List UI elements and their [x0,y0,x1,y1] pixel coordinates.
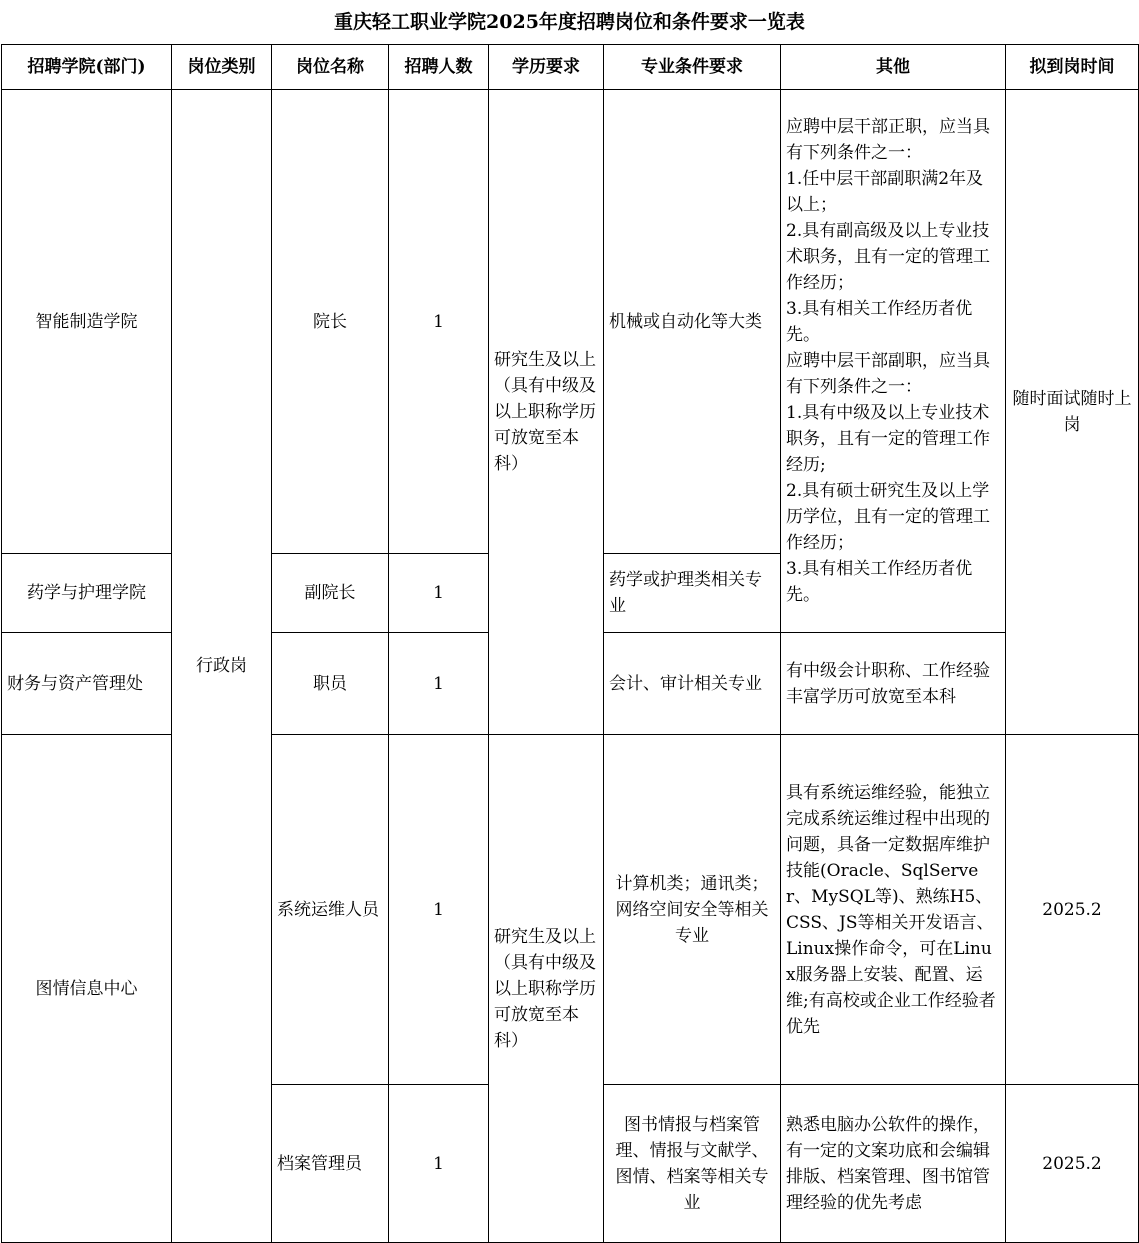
header-other: 其他 [781,45,1006,90]
position-cell: 院长 [272,90,389,554]
education-cell: 研究生及以上（具有中级及以上职称学历可放宽至本科） [489,735,604,1243]
header-count: 招聘人数 [389,45,489,90]
other-cell: 熟悉电脑办公软件的操作，有一定的文案功底和会编辑排版、档案管理、图书馆管理经验的优先考虑 [781,1085,1006,1243]
header-major: 专业条件要求 [604,45,781,90]
position-cell: 档案管理员 [272,1085,389,1243]
major-cell: 计算机类；通讯类；网络空间安全等相关专业 [604,735,781,1085]
cadre-line: 1.任中层干部副职满2年及以上； [786,169,984,215]
other-cell: 具有系统运维经验，能独立完成系统运维过程中出现的问题，具备一定数据库维护技能(Oracle、SqlServer、MySQL等)、熟练H5、CSS、JS等相关开发语言、Linux操作命令，可在Linux服务器上安装、配置、运维;有高校或企业工作经验者优先 [781,735,1006,1085]
cadre-line: 应聘中层干部正职，应当具有下列条件之一： [786,117,990,163]
position-cell: 职员 [272,633,389,735]
position-cell: 系统运维人员 [272,735,389,1085]
cadre-line: 2.具有副高级及以上专业技术职务，且有一定的管理工作经历； [786,221,990,293]
recruitment-table [1,44,1139,1243]
dept-cell: 财务与资产管理处 [2,633,172,735]
category-cell: 行政岗 [172,90,272,1243]
cadre-line: 3.具有相关工作经历者优先。 [786,299,973,345]
arrival-cell: 随时面试随时上岗 [1006,90,1139,735]
major-cell: 图书情报与档案管理、情报与文献学、图情、档案等相关专业 [604,1085,781,1243]
header-dept: 招聘学院(部门) [2,45,172,90]
other-cell: 有中级会计职称、工作经验丰富学历可放宽至本科 [781,633,1006,735]
cadre-line: 3.具有相关工作经历者优先。 [786,559,973,605]
header-arrival: 拟到岗时间 [1006,45,1139,90]
education-cell: 研究生及以上（具有中级及以上职称学历可放宽至本科） [489,90,604,735]
count-cell: 1 [389,554,489,633]
major-cell: 会计、审计相关专业 [604,633,781,735]
dept-cell: 图情信息中心 [2,735,172,1243]
dept-cell: 智能制造学院 [2,90,172,554]
cadre-line: 2.具有硕士研究生及以上学历学位，且有一定的管理工作经历； [786,481,990,553]
major-cell: 机械或自动化等大类 [604,90,781,554]
cadre-line: 1.具有中级及以上专业技术职务，且有一定的管理工作经历; [786,403,990,475]
arrival-cell: 2025.2 [1006,735,1139,1085]
cadre-line: 应聘中层干部副职，应当具有下列条件之一： [786,351,990,397]
page-title: 重庆轻工职业学院2025年度招聘岗位和条件要求一览表 [334,11,805,33]
header-category: 岗位类别 [172,45,272,90]
position-cell: 副院长 [272,554,389,633]
arrival-cell: 2025.2 [1006,1085,1139,1243]
count-cell: 1 [389,90,489,554]
dept-cell: 药学与护理学院 [2,554,172,633]
header-row [2,45,1139,90]
major-cell: 药学或护理类相关专业 [604,554,781,633]
header-position: 岗位名称 [272,45,389,90]
table-row [2,90,1139,554]
count-cell: 1 [389,633,489,735]
count-cell: 1 [389,735,489,1085]
other-cell-cadre [781,90,1006,633]
header-education: 学历要求 [489,45,604,90]
count-cell: 1 [389,1085,489,1243]
